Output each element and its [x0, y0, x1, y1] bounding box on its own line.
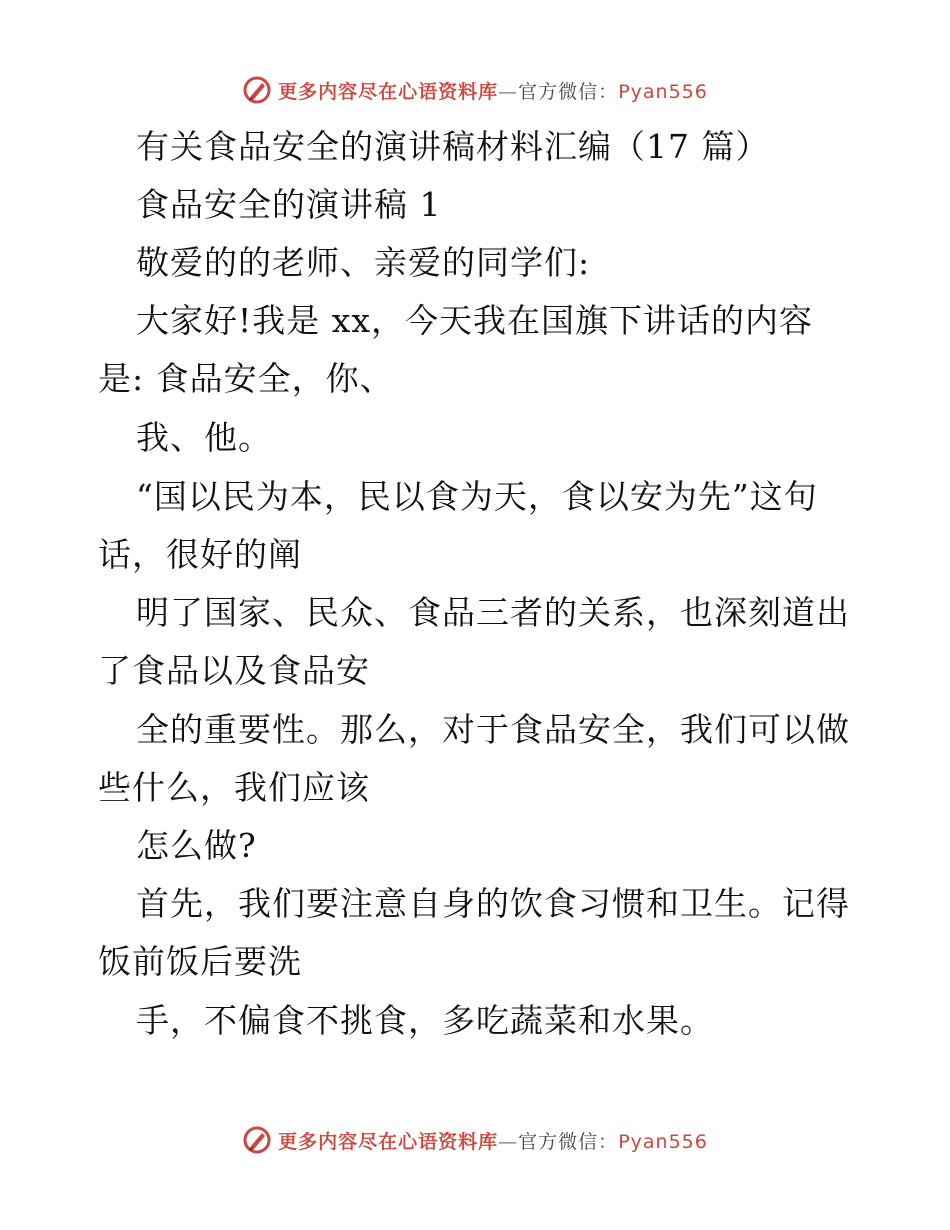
watermark-site-name: 更多内容尽在心语资料库 [278, 80, 499, 103]
watermark-site-name: 更多内容尽在心语资料库 [278, 1130, 499, 1153]
watermark-wechat-id: Pyan556 [618, 80, 708, 103]
text-line: 全的重要性。那么，对于食品安全，我们可以做 [136, 710, 850, 749]
text-line: 些什么，我们应该 [98, 768, 370, 807]
watermark-wechat-label: 官方微信： [518, 80, 619, 103]
text-line: 了食品以及食品安 [98, 651, 370, 690]
text-line: 怎么做? [136, 826, 257, 865]
footer-watermark [0, 1120, 950, 1160]
text-line: 手，不偏食不挑食，多吃蔬菜和水果。 [136, 1001, 714, 1040]
text-line: “国以民为本，民以食为天，食以安为先”这句 [136, 477, 818, 516]
pen-logo-icon [242, 75, 272, 105]
text-line: 敬爱的的老师、亲爱的同学们: [136, 243, 591, 282]
header-watermark [0, 70, 950, 110]
pen-logo-icon [242, 1125, 272, 1155]
text-line: 话，很好的阐 [98, 535, 302, 574]
text-line: 是: 食品安全，你、 [98, 359, 394, 398]
watermark-separator: — [498, 1130, 519, 1153]
text-line: 首先，我们要注意自身的饮食习惯和卫生。记得 [136, 884, 850, 923]
watermark-separator: — [498, 80, 519, 103]
watermark-wechat-label: 官方微信： [518, 1130, 619, 1153]
text-line: 大家好!我是 xx，今天我在国旗下讲话的内容 [136, 301, 813, 340]
document-title: 有关食品安全的演讲稿材料汇编（17 篇） [136, 127, 770, 166]
text-line: 我、他。 [136, 418, 272, 457]
text-line: 饭前饭后要洗 [98, 942, 302, 981]
section-heading: 食品安全的演讲稿 1 [136, 185, 442, 224]
watermark-wechat-id: Pyan556 [618, 1130, 708, 1153]
text-line: 明了国家、民众、食品三者的关系，也深刻道出 [136, 593, 850, 632]
